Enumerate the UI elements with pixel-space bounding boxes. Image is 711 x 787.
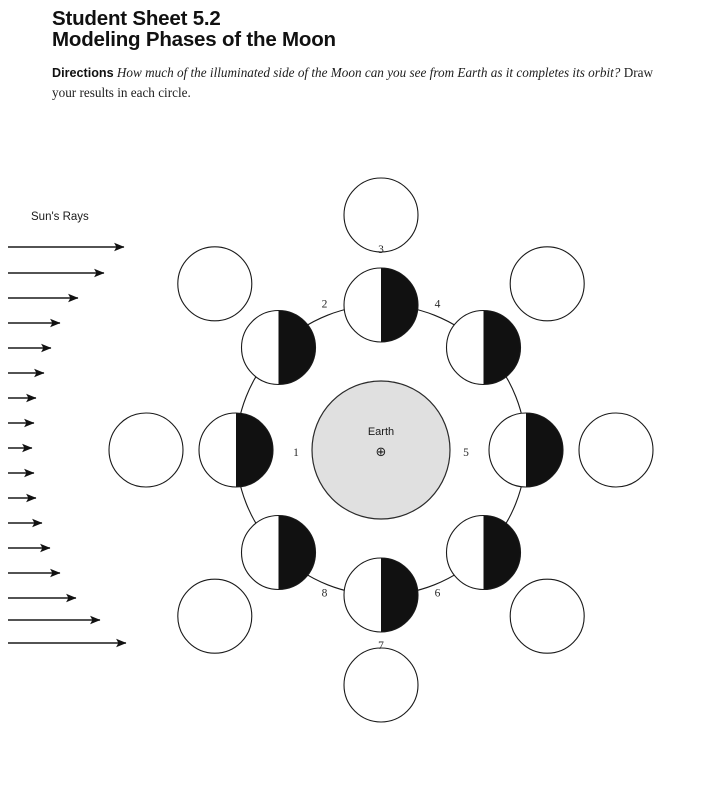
phase-number-label-2: 2 — [321, 298, 328, 311]
phase-number-label-8: 8 — [321, 587, 328, 600]
phase-number-label-1: 1 — [293, 447, 299, 459]
answer-circle-8[interactable] — [178, 579, 252, 653]
moon-dark-half-7 — [381, 558, 418, 632]
answer-circle-6[interactable] — [510, 579, 584, 653]
moon-dark-half-1 — [236, 413, 273, 487]
page-title-line-1: Student Sheet 5.2 — [52, 7, 221, 30]
answer-circle-2[interactable] — [178, 247, 252, 321]
moon-phase-2 — [242, 311, 316, 385]
moon-phase-8 — [242, 516, 316, 590]
answer-circle-3[interactable] — [344, 178, 418, 252]
moon-dark-half-5 — [526, 413, 563, 487]
moon-phase-1 — [199, 413, 273, 487]
moon-phase-4 — [447, 311, 521, 385]
answer-circle-1[interactable] — [109, 413, 183, 487]
moon-phase-7 — [344, 558, 418, 632]
moon-dark-half-2 — [279, 311, 316, 385]
moon-phase-5 — [489, 413, 563, 487]
moon-dark-half-8 — [279, 516, 316, 590]
directions-question: How much of the illuminated side of the Moon can you see from Earth as it completes its orbit? — [116, 65, 621, 80]
earth-body — [312, 381, 450, 519]
moon-dark-half-4 — [484, 311, 521, 385]
sun-rays-label: Sun's Rays — [31, 211, 89, 223]
answer-circle-5[interactable] — [579, 413, 653, 487]
moon-phase-6 — [447, 516, 521, 590]
moon-dark-half-6 — [484, 516, 521, 590]
directions-label: Directions — [52, 66, 114, 80]
earth-symbol-icon: ⊕ — [375, 445, 387, 460]
earth-label: Earth — [367, 426, 395, 438]
phase-number-label-5: 5 — [463, 447, 469, 459]
answer-circle-4[interactable] — [510, 247, 584, 321]
phase-number-label-3: 3 — [378, 244, 384, 256]
page-title-line-2: Modeling Phases of the Moon — [52, 28, 336, 51]
moon-phase-3 — [344, 268, 418, 342]
moon-dark-half-3 — [381, 268, 418, 342]
directions-instruction: Draw your results in each circle. — [52, 65, 653, 100]
answer-circle-7[interactable] — [344, 648, 418, 722]
sun-rays-group — [8, 247, 126, 643]
phase-number-label-6: 6 — [434, 587, 441, 600]
phase-number-label-7: 7 — [378, 640, 384, 652]
phase-number-label-4: 4 — [434, 298, 441, 311]
